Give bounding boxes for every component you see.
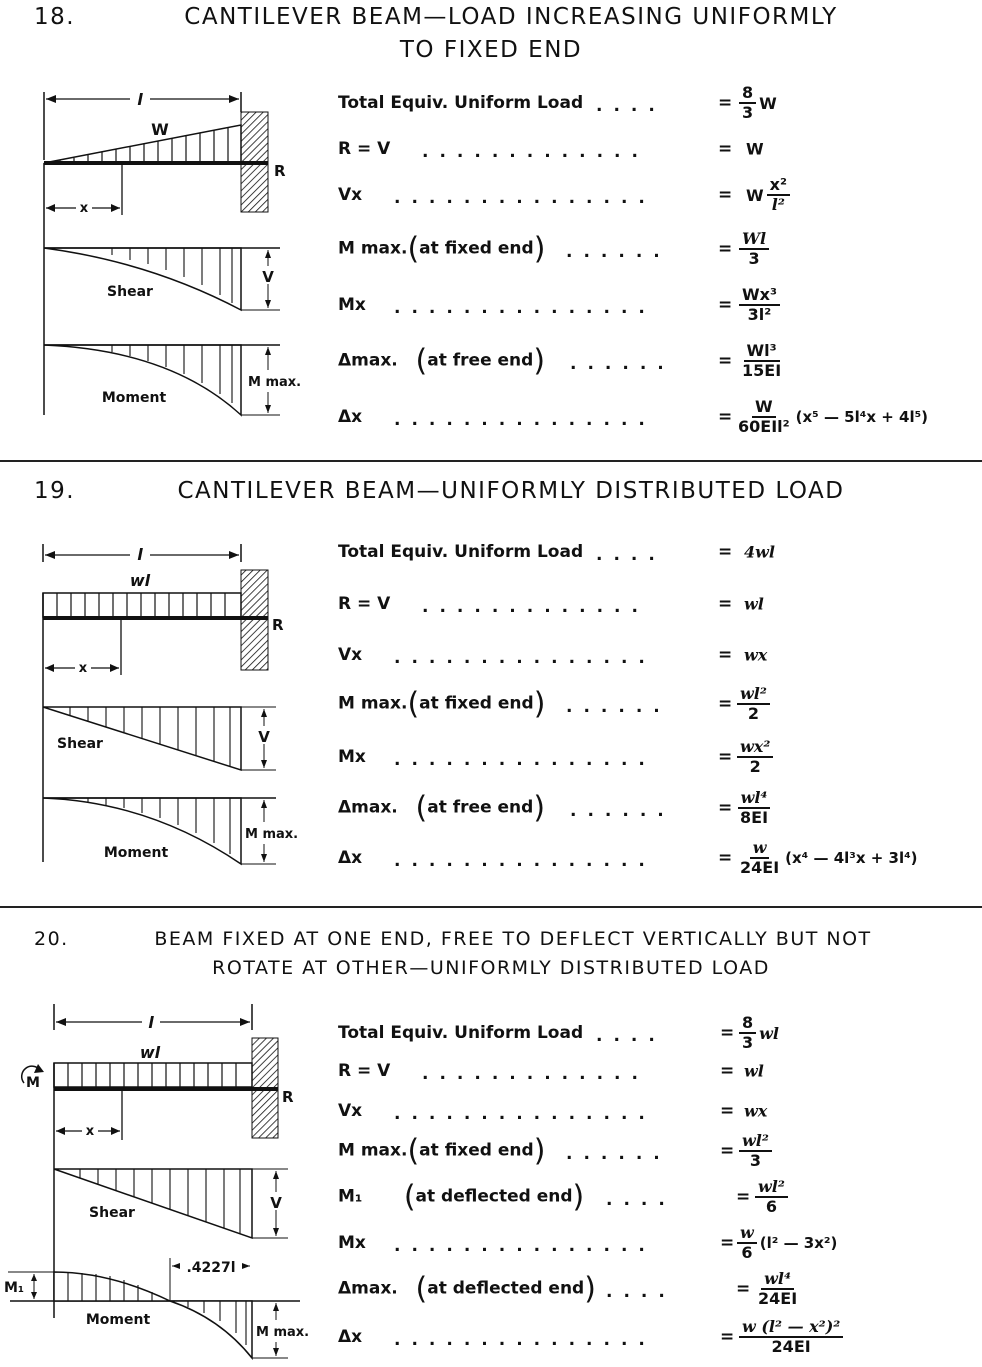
formula-label: M max.(at fixed end): [338, 686, 546, 722]
formula-label: Δmax. (at deflected end): [338, 1271, 596, 1307]
case-title-line2: ROTATE AT OTHER—UNIFORMLY DISTRIBUTED LOAD: [212, 957, 770, 979]
reaction-label: R: [274, 162, 286, 180]
formula-result: $\frac{8}{3}$ wl: [736, 1014, 779, 1052]
equals-sign: =: [718, 798, 733, 818]
formula-result: wx: [744, 1101, 768, 1121]
formula-row: Total Equiv. Uniform Load .... = 4wl: [338, 542, 775, 565]
formula-result: wl: [744, 594, 764, 614]
formula-result: $\frac{\text{wl²}}{3}$: [736, 1132, 775, 1170]
equals-sign: =: [720, 1327, 735, 1347]
formula-label: R = V: [338, 139, 391, 159]
formula-label: M₁ (at deflected end): [338, 1179, 585, 1215]
x-label: x: [78, 661, 88, 676]
formula-label: Mx: [338, 295, 366, 315]
case-title-line2: TO FIXED END: [399, 37, 583, 63]
moment-value-label: M max.: [248, 375, 302, 390]
shear-diagram: [54, 1169, 252, 1238]
equals-sign: =: [736, 1279, 751, 1299]
case-title-line1: CANTILEVER BEAM—LOAD INCREASING UNIFORMLY: [184, 4, 838, 30]
equals-sign: =: [718, 295, 733, 315]
beam-diagram-18: [0, 0, 330, 450]
equals-sign: =: [718, 594, 733, 614]
moment-value-label: M max.: [245, 827, 299, 842]
formula-label: Mx: [338, 747, 366, 767]
formula-row: M max.(at fixed end) ...... = $\frac{Wl}{3}$: [338, 229, 978, 269]
formula-label: Vx: [338, 1101, 363, 1121]
reaction-label: R: [282, 1088, 294, 1106]
span-label: l: [137, 545, 143, 564]
case-number: 20.: [34, 928, 69, 950]
formula-result: $\frac{\text{wl⁴}}{24EI}$: [758, 1269, 798, 1308]
span-label: l: [137, 90, 143, 109]
shear-value-label: V: [270, 1194, 282, 1212]
reaction-label: R: [272, 616, 284, 634]
equals-sign: =: [720, 1141, 735, 1161]
equals-sign: =: [718, 407, 733, 427]
formula-label: Mx: [338, 1233, 366, 1253]
formula-label: Δx: [338, 848, 363, 868]
inflection-label: .4227l: [186, 1260, 236, 1276]
moment-label: Moment: [103, 845, 169, 861]
equals-sign: =: [718, 542, 733, 562]
formula-result: $\frac{Wl}{3}$: [736, 230, 772, 268]
shear-value-label: V: [262, 268, 274, 286]
case-number: 19.: [34, 478, 76, 504]
formula-result: $\frac{\text{wl²}}{6}$: [752, 1178, 791, 1216]
formula-result: $\frac{\text{wl²}}{2}$: [734, 685, 773, 723]
equals-sign: =: [720, 1101, 735, 1121]
shear-label: Shear: [57, 736, 103, 752]
formula-row: Δx ............... = $\frac{w}{24EI}$ (x⁴ — 4l³x + 3l⁴): [338, 838, 918, 877]
formula-row: Δx ............... = $\frac{\text{w (l² — x²)²}}{24EI}$: [338, 1317, 978, 1357]
moment-label: Moment: [101, 390, 167, 406]
formula-result: wx: [744, 645, 768, 665]
formula-label: M max.(at fixed end): [338, 1133, 546, 1169]
formula-row: Mx ............... = $\frac{\text{wx²}}{2}$: [338, 737, 978, 777]
equals-sign: =: [736, 1187, 751, 1207]
shear-value-label: V: [258, 728, 270, 746]
m1-label: M₁: [4, 1280, 25, 1296]
formula-row: Δx ............... = $\frac{W}{\text{60EIl²}}$ (x⁵ — 5l⁴x + 4l⁵): [338, 397, 929, 436]
formula-label: Δx: [338, 1327, 363, 1347]
equals-sign: =: [718, 351, 733, 371]
triangular-load: [44, 125, 241, 163]
formula-row: M max.(at fixed end) ...... = $\frac{\text{wl²}}{2}$: [338, 684, 978, 724]
shear-diagram: [44, 248, 241, 310]
formula-result: $\frac{\text{Wl³}}{15EI}$: [742, 341, 782, 380]
formula-row: Total Equiv. Uniform Load .... = $\frac{8}{3}$ wl: [338, 1013, 779, 1052]
formula-label: Δx: [338, 407, 363, 427]
equals-sign: =: [718, 239, 733, 259]
formula-result: $\frac{8}{3}$ W: [736, 84, 777, 122]
beam-diagram-20: [0, 908, 330, 1367]
formula-row: Vx ............... = W $\frac{\text{x²}}{\text{l²}}$: [338, 175, 978, 215]
formula-row: Mx ............... = $\frac{w}{6}$ (l² — 3x²): [338, 1223, 838, 1262]
formula-label: Vx: [338, 185, 363, 205]
formula-label: R = V: [338, 594, 391, 614]
equals-sign: =: [718, 185, 733, 205]
formula-result: $\frac{w}{24EI}$ (x⁴ — 4l³x + 3l⁴): [740, 838, 918, 877]
beam-diagram-19: [0, 462, 330, 882]
formula-result: wl: [744, 1061, 764, 1081]
formula-row: R = V ............. = W: [338, 139, 764, 162]
formula-result: $\frac{\text{wx²}}{2}$: [734, 738, 776, 776]
formula-label: M max.(at fixed end): [338, 231, 546, 267]
formula-label: Total Equiv. Uniform Load: [338, 542, 584, 562]
moment-label: Moment: [85, 1312, 151, 1328]
equals-sign: =: [718, 848, 733, 868]
equals-sign: =: [718, 694, 733, 714]
moment-diagram: [54, 1272, 170, 1301]
formula-result: $\frac{w}{6}$ (l² — 3x²): [734, 1224, 837, 1262]
formula-label: Δmax. (at free end): [338, 343, 546, 379]
case-title-line1: CANTILEVER BEAM—UNIFORMLY DISTRIBUTED LOAD: [177, 478, 845, 504]
equals-sign: =: [718, 645, 733, 665]
equals-sign: =: [718, 747, 733, 767]
equals-sign: =: [720, 1233, 735, 1253]
case-number: 18.: [34, 4, 76, 30]
x-label: x: [85, 1124, 95, 1139]
formula-row: Total Equiv. Uniform Load .... = $\frac{8}{3}$ W: [338, 83, 777, 122]
formula-row: R = V ............. = wl: [338, 1061, 764, 1084]
formula-row: Vx ............... = wx: [338, 1101, 768, 1124]
formula-result: $\frac{\text{w (l² — x²)²}}{24EI}$: [736, 1318, 846, 1356]
load-label: wl: [129, 571, 151, 590]
formula-row: Vx ............... = wx: [338, 645, 768, 668]
formula-result: $\frac{\text{wl⁴}}{8EI}$: [734, 789, 774, 827]
formula-row: M₁ (at deflected end) .... = $\frac{\text{wl²}}{6}$: [338, 1177, 978, 1217]
x-label: x: [79, 201, 89, 216]
formula-result: $\frac{\text{Wx³}}{\text{3l²}}$: [736, 286, 783, 324]
load-label: wl: [139, 1043, 161, 1062]
span-label: l: [148, 1013, 154, 1032]
load-label: W: [151, 120, 169, 139]
formula-label: Total Equiv. Uniform Load: [338, 1023, 584, 1043]
formula-row: Mx ............... = $\frac{\text{Wx³}}{\text{3l²}}$: [338, 285, 978, 325]
formula-result: W $\frac{\text{x²}}{\text{l²}}$: [746, 176, 793, 214]
formula-result: $\frac{W}{\text{60EIl²}}$ (x⁵ — 5l⁴x + 4l⁵): [738, 397, 929, 436]
case-title-line1: BEAM FIXED AT ONE END, FREE TO DEFLECT VERTICALLY BUT NOT: [154, 928, 872, 950]
shear-label: Shear: [89, 1205, 135, 1221]
formula-row: M max.(at fixed end) ...... = $\frac{\text{wl²}}{3}$: [338, 1131, 978, 1171]
equals-sign: =: [720, 1061, 735, 1081]
formula-label: Δmax. (at free end): [338, 790, 546, 826]
formula-row: Δmax. (at free end) ...... = $\frac{\text{wl⁴}}{8EI}$: [338, 788, 978, 828]
formula-row: R = V ............. = wl: [338, 594, 764, 617]
equals-sign: =: [720, 1023, 735, 1043]
formula-label: Total Equiv. Uniform Load: [338, 93, 584, 113]
formula-label: Vx: [338, 645, 363, 665]
shear-label: Shear: [107, 284, 153, 300]
equals-sign: =: [718, 139, 733, 159]
equals-sign: =: [718, 93, 733, 113]
formula-result: W: [746, 139, 764, 159]
formula-row: Δmax. (at free end) ...... = $\frac{\text{Wl³}}{15EI}$: [338, 341, 978, 381]
formula-label: R = V: [338, 1061, 391, 1081]
moment-value-label: M max.: [256, 1325, 310, 1340]
formula-result: 4wl: [744, 542, 775, 562]
end-moment-label: M: [26, 1075, 40, 1091]
formula-row: Δmax. (at deflected end) .... = $\frac{\text{wl⁴}}{24EI}$: [338, 1269, 978, 1309]
